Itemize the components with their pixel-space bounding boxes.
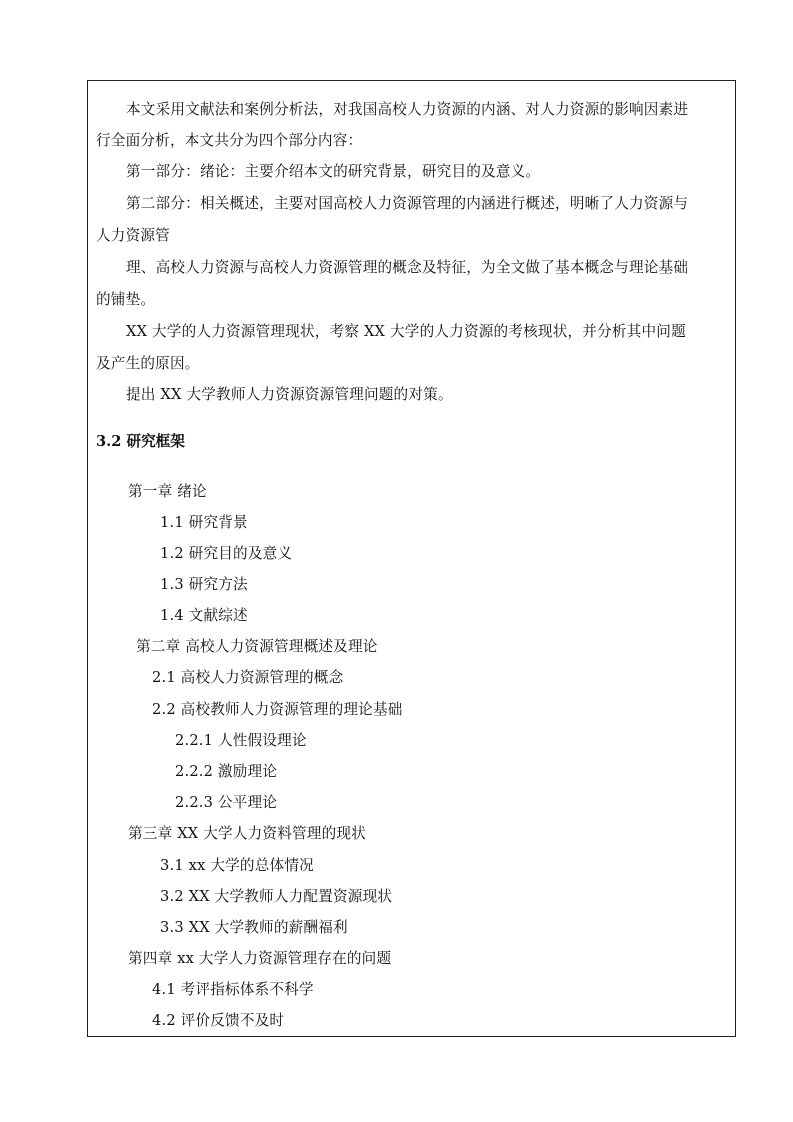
toc-item-2-2: 2.2 高校教师人力资源管理的理论基础 [152,701,403,718]
toc-chapter-1: 第一章 绪论 [128,483,207,500]
toc-item-1-3: 1.3 研究方法 [160,576,248,593]
paragraph-status-line1: XX 大学的人力资源管理现状，考察 XX 大学的人力资源的考核现状，并分析其中问题 [126,323,686,340]
toc-chapter-2: 第二章 高校人力资源管理概述及理论 [136,638,378,655]
toc-item-2-1: 2.1 高校人力资源管理的概念 [152,669,344,686]
paragraph-method-line2: 行全面分析，本文共分为四个部分内容： [96,132,363,149]
toc-item-2-2-1: 2.2.1 人性假设理论 [175,732,307,749]
paragraph-countermeasures: 提出 XX 大学教师人力资源资源管理问题的对策。 [126,386,453,403]
toc-chapter-3: 第三章 XX 大学人力资料管理的现状 [128,825,366,842]
toc-item-4-1: 4.1 考评指标体系不科学 [152,981,314,998]
toc-chapter-4: 第四章 xx 大学人力资源管理存在的问题 [128,950,392,967]
paragraph-part-one: 第一部分：绪论：主要介绍本文的研究背景，研究目的及意义。 [126,163,541,180]
toc-item-1-2: 1.2 研究目的及意义 [160,545,293,562]
toc-item-3-2: 3.2 XX 大学教师人力配置资源现状 [160,888,393,905]
toc-item-1-1: 1.1 研究背景 [160,514,248,531]
paragraph-status-line2: 及产生的原因。 [96,355,200,372]
toc-item-3-1: 3.1 xx 大学的总体情况 [160,857,314,874]
toc-item-1-4: 1.4 文献综述 [160,607,248,624]
toc-item-4-2: 4.2 评价反馈不及时 [152,1012,285,1029]
paragraph-part-two-line2: 人力资源管 [96,227,170,244]
paragraph-part-two-line1: 第二部分：相关概述，主要对国高校人力资源管理的内涵进行概述，明晰了人力资源与 [126,195,689,212]
toc-item-2-2-2: 2.2.2 激励理论 [175,763,278,780]
section-heading: 3.2 研究框架 [96,433,185,450]
toc-item-3-3: 3.3 XX 大学教师的薪酬福利 [160,919,348,936]
paragraph-method-line1: 本文采用文献法和案例分析法，对我国高校人力资源的内涵、对人力资源的影响因素进 [126,101,689,118]
paragraph-concepts-line1: 理、高校人力资源与高校人力资源管理的概念及特征，为全文做了基本概念与理论基础 [126,259,689,276]
toc-item-2-2-3: 2.2.3 公平理论 [175,794,278,811]
paragraph-concepts-line2: 的铺垫。 [96,291,156,308]
